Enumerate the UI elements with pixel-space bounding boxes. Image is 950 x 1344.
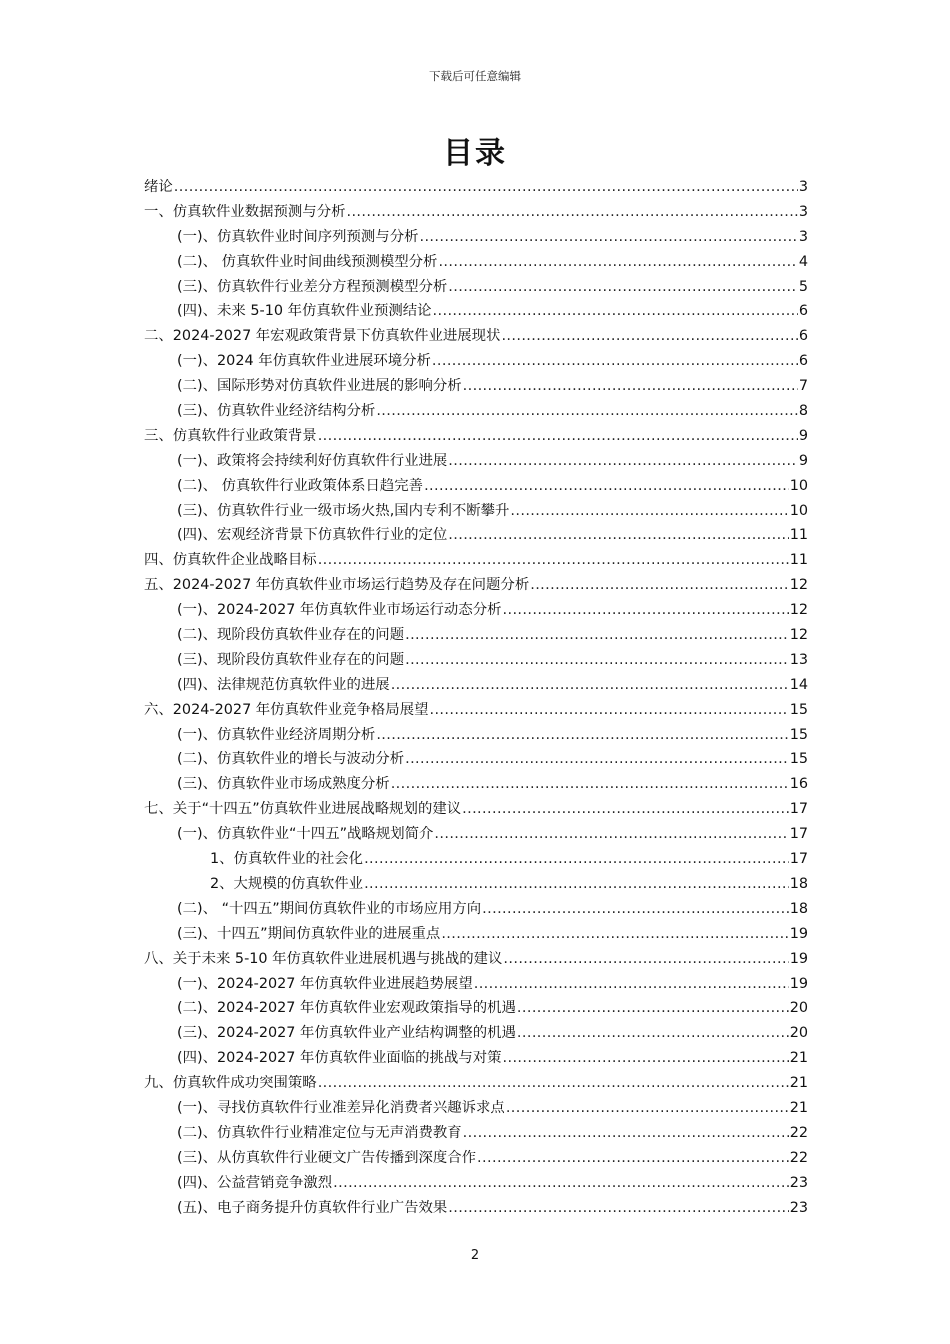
toc-dot-leader xyxy=(432,349,798,374)
toc-entry-page: 5 xyxy=(798,278,808,295)
toc-entry-page: 10 xyxy=(789,477,808,494)
toc-entry-title: 五、2024-2027 年仿真软件业市场运行趋势及存在问题分析 xyxy=(144,577,530,594)
toc-dot-leader xyxy=(174,175,798,200)
toc-entry-page: 19 xyxy=(789,925,808,942)
toc-entry[interactable] xyxy=(144,523,808,548)
toc-entry[interactable] xyxy=(144,797,808,822)
toc-entry-title: 二、2024-2027 年宏观政策背景下仿真软件业进展现状 xyxy=(144,328,501,345)
toc-entry-title: (五)、电子商务提升仿真软件行业广告效果 xyxy=(177,1199,448,1216)
toc-entry-title: 七、关于“十四五”仿真软件业进展战略规划的建议 xyxy=(144,801,462,818)
toc-dot-leader xyxy=(463,374,798,399)
toc-entry-title: 三、仿真软件行业政策背景 xyxy=(144,427,317,444)
toc-entry-title: 八、关于未来 5-10 年仿真软件业进展机遇与挑战的建议 xyxy=(144,950,503,967)
toc-entry[interactable] xyxy=(144,623,808,648)
toc-entry-page: 9 xyxy=(798,452,808,469)
toc-entry[interactable] xyxy=(144,673,808,698)
toc-dot-leader xyxy=(391,772,789,797)
toc-dot-leader xyxy=(474,972,789,997)
toc-entry-page: 12 xyxy=(789,602,808,619)
toc-dot-leader xyxy=(441,922,788,947)
toc-entry-page: 15 xyxy=(789,751,808,768)
toc-entry[interactable] xyxy=(144,772,808,797)
toc-entry-title: (四)、公益营销竞争激烈 xyxy=(177,1174,333,1191)
toc-dot-leader xyxy=(477,1146,789,1171)
toc-entry-title: (一)、2024 年仿真软件业进展环境分析 xyxy=(177,353,431,370)
toc-entry-page: 8 xyxy=(798,403,808,420)
toc-entry-title: (二)、仿真软件行业精准定位与无声消费教育 xyxy=(177,1124,462,1141)
toc-entry-title: (一)、仿真软件业“十四五”战略规划简介 xyxy=(177,826,434,843)
toc-entry[interactable] xyxy=(144,1096,808,1121)
toc-entry-title: (三)、从仿真软件行业硬文广告传播到深度合作 xyxy=(177,1149,477,1166)
toc-entry-page: 6 xyxy=(798,303,808,320)
toc-entry-page: 22 xyxy=(789,1124,808,1141)
toc-entry-page: 12 xyxy=(789,627,808,644)
toc-dot-leader xyxy=(318,1071,789,1096)
toc-dot-leader xyxy=(424,474,789,499)
toc-entry-page: 18 xyxy=(789,875,808,892)
toc-entry[interactable] xyxy=(144,399,808,424)
toc-entry-page: 3 xyxy=(798,179,808,195)
toc-dot-leader xyxy=(434,822,788,847)
toc-entry-page: 19 xyxy=(789,950,808,967)
toc-entry[interactable] xyxy=(144,449,808,474)
toc-dot-leader xyxy=(376,399,798,424)
toc-dot-leader xyxy=(448,1196,788,1221)
toc-entry-page: 4 xyxy=(798,253,808,270)
toc-entry-page: 3 xyxy=(798,228,808,245)
toc-entry[interactable] xyxy=(144,972,808,997)
table-of-contents xyxy=(144,175,808,1220)
toc-entry-page: 15 xyxy=(789,701,808,718)
toc-entry-title: (二)、 仿真软件业时间曲线预测模型分析 xyxy=(177,253,438,270)
toc-entry-page: 6 xyxy=(798,328,808,345)
toc-dot-leader xyxy=(318,548,789,573)
toc-entry-title: 九、仿真软件成功突围策略 xyxy=(144,1075,317,1092)
toc-dot-leader xyxy=(333,1171,789,1196)
toc-entry-title: (一)、2024-2027 年仿真软件业市场运行动态分析 xyxy=(177,602,502,619)
toc-entry-page: 11 xyxy=(789,552,808,569)
toc-entry-title: (四)、宏观经济背景下仿真软件行业的定位 xyxy=(177,527,448,544)
toc-entry-page: 17 xyxy=(789,826,808,843)
toc-entry-page: 22 xyxy=(789,1149,808,1166)
toc-entry-page: 20 xyxy=(789,1000,808,1017)
toc-entry-title: 2、大规模的仿真软件业 xyxy=(210,875,364,892)
toc-dot-leader xyxy=(517,1021,789,1046)
toc-entry[interactable] xyxy=(144,1046,808,1071)
toc-entry[interactable] xyxy=(144,598,808,623)
toc-entry[interactable] xyxy=(144,1171,808,1196)
toc-dot-leader xyxy=(462,797,789,822)
toc-entry-title: (四)、未来 5-10 年仿真软件业预测结论 xyxy=(177,303,432,320)
page-number: 2 xyxy=(470,1248,480,1263)
toc-entry[interactable] xyxy=(144,996,808,1021)
toc-entry-page: 21 xyxy=(789,1099,808,1116)
toc-entry-title: (二)、 “十四五”期间仿真软件业的市场应用方向 xyxy=(177,900,482,917)
toc-entry[interactable] xyxy=(144,200,808,225)
toc-entry-title: (一)、仿真软件业经济周期分析 xyxy=(177,726,376,743)
toc-entry[interactable] xyxy=(144,374,808,399)
toc-entry-title: (一)、2024-2027 年仿真软件业进展趋势展望 xyxy=(177,975,473,992)
toc-entry-page: 17 xyxy=(789,851,808,868)
page-title: 目录 xyxy=(443,136,507,171)
toc-dot-leader xyxy=(503,947,788,972)
toc-entry-page: 13 xyxy=(789,651,808,668)
toc-entry-title: (四)、2024-2027 年仿真软件业面临的挑战与对策 xyxy=(177,1050,502,1067)
toc-dot-leader xyxy=(448,523,788,548)
toc-dot-leader xyxy=(318,424,798,449)
toc-entry-page: 23 xyxy=(789,1199,808,1216)
toc-entry[interactable] xyxy=(144,922,808,947)
toc-entry-title: (二)、国际形势对仿真软件业进展的影响分析 xyxy=(177,378,462,395)
toc-entry[interactable] xyxy=(144,872,808,897)
toc-dot-leader xyxy=(433,299,798,324)
toc-entry-title: 六、2024-2027 年仿真软件业竞争格局展望 xyxy=(144,701,429,718)
toc-entry-title: (一)、仿真软件业时间序列预测与分析 xyxy=(177,228,419,245)
toc-dot-leader xyxy=(463,1121,789,1146)
toc-entry-title: (四)、法律规范仿真软件业的进展 xyxy=(177,676,390,693)
toc-entry[interactable] xyxy=(144,424,808,449)
toc-dot-leader xyxy=(510,499,788,524)
toc-entry-page: 12 xyxy=(789,577,808,594)
toc-entry[interactable] xyxy=(144,847,808,872)
toc-dot-leader xyxy=(530,573,788,598)
toc-dot-leader xyxy=(438,250,797,275)
toc-entry[interactable] xyxy=(144,698,808,723)
toc-entry-title: (二)、 仿真软件行业政策体系日趋完善 xyxy=(177,477,424,494)
toc-entry-page: 10 xyxy=(789,502,808,519)
toc-entry-page: 3 xyxy=(798,203,808,220)
toc-entry-title: (一)、政策将会持续利好仿真软件行业进展 xyxy=(177,452,448,469)
toc-entry[interactable] xyxy=(144,1196,808,1221)
toc-entry[interactable] xyxy=(144,349,808,374)
toc-entry-page: 6 xyxy=(798,353,808,370)
toc-entry-title: 1、仿真软件业的社会化 xyxy=(210,851,364,868)
toc-entry-title: (三)、仿真软件业市场成熟度分析 xyxy=(177,776,390,793)
toc-dot-leader xyxy=(448,449,798,474)
toc-dot-leader xyxy=(364,847,789,872)
toc-entry-title: (三)、仿真软件业经济结构分析 xyxy=(177,403,376,420)
toc-dot-leader xyxy=(506,1096,789,1121)
toc-entry[interactable] xyxy=(144,573,808,598)
toc-entry[interactable] xyxy=(144,474,808,499)
toc-entry[interactable] xyxy=(144,1071,808,1096)
toc-entry-page: 7 xyxy=(798,378,808,395)
toc-dot-leader xyxy=(346,200,797,225)
toc-entry[interactable] xyxy=(144,723,808,748)
toc-entry-page: 19 xyxy=(789,975,808,992)
toc-entry[interactable] xyxy=(144,225,808,250)
toc-entry[interactable] xyxy=(144,648,808,673)
toc-entry-page: 9 xyxy=(798,427,808,444)
toc-entry[interactable] xyxy=(144,1121,808,1146)
toc-dot-leader xyxy=(448,275,798,300)
toc-entry[interactable] xyxy=(144,822,808,847)
toc-entry-title: (一)、寻找仿真软件行业准差异化消费者兴趣诉求点 xyxy=(177,1099,505,1116)
toc-entry-title: (三)、2024-2027 年仿真软件业产业结构调整的机遇 xyxy=(177,1025,516,1042)
toc-entry-title: 四、仿真软件企业战略目标 xyxy=(144,552,317,569)
toc-entry-page: 17 xyxy=(789,801,808,818)
toc-entry-page: 20 xyxy=(789,1025,808,1042)
toc-entry[interactable] xyxy=(144,548,808,573)
toc-entry[interactable] xyxy=(144,1146,808,1171)
toc-entry[interactable] xyxy=(144,250,808,275)
toc-dot-leader xyxy=(429,698,788,723)
toc-dot-leader xyxy=(482,897,789,922)
toc-entry-page: 16 xyxy=(789,776,808,793)
toc-entry[interactable] xyxy=(144,947,808,972)
toc-entry-title: (三)、十四五”期间仿真软件业的进展重点 xyxy=(177,925,441,942)
toc-entry-page: 14 xyxy=(789,676,808,693)
page-header: 下载后可任意编辑 xyxy=(429,69,521,83)
toc-entry-title: (三)、现阶段仿真软件业存在的问题 xyxy=(177,651,405,668)
toc-dot-leader xyxy=(405,648,789,673)
toc-dot-leader xyxy=(503,598,789,623)
toc-entry[interactable] xyxy=(144,275,808,300)
toc-entry-title: 一、仿真软件业数据预测与分析 xyxy=(144,203,346,220)
toc-entry[interactable] xyxy=(144,299,808,324)
toc-entry-page: 15 xyxy=(789,726,808,743)
toc-dot-leader xyxy=(517,996,789,1021)
toc-dot-leader xyxy=(376,723,788,748)
toc-entry[interactable] xyxy=(144,1021,808,1046)
toc-entry[interactable] xyxy=(144,324,808,349)
toc-entry-page: 18 xyxy=(789,900,808,917)
toc-dot-leader xyxy=(364,872,789,897)
toc-entry-title: 绪论 xyxy=(144,179,173,195)
toc-entry-title: (三)、仿真软件行业差分方程预测模型分析 xyxy=(177,278,448,295)
toc-entry-page: 21 xyxy=(789,1050,808,1067)
toc-dot-leader xyxy=(503,1046,789,1071)
toc-entry-title: (二)、仿真软件业的增长与波动分析 xyxy=(177,751,405,768)
toc-dot-leader xyxy=(405,623,789,648)
toc-entry-title: (二)、2024-2027 年仿真软件业宏观政策指导的机遇 xyxy=(177,1000,516,1017)
toc-dot-leader xyxy=(391,673,789,698)
toc-dot-leader xyxy=(419,225,797,250)
toc-entry-page: 23 xyxy=(789,1174,808,1191)
toc-entry[interactable] xyxy=(144,747,808,772)
toc-entry-title: (三)、仿真软件行业一级市场火热,国内专利不断攀升 xyxy=(177,502,510,519)
toc-entry-page: 21 xyxy=(789,1075,808,1092)
toc-entry-page: 11 xyxy=(789,527,808,544)
toc-dot-leader xyxy=(405,747,789,772)
toc-dot-leader xyxy=(501,324,797,349)
toc-entry[interactable] xyxy=(144,897,808,922)
toc-entry[interactable] xyxy=(144,175,808,200)
toc-entry[interactable] xyxy=(144,499,808,524)
toc-entry-title: (二)、现阶段仿真软件业存在的问题 xyxy=(177,627,405,644)
